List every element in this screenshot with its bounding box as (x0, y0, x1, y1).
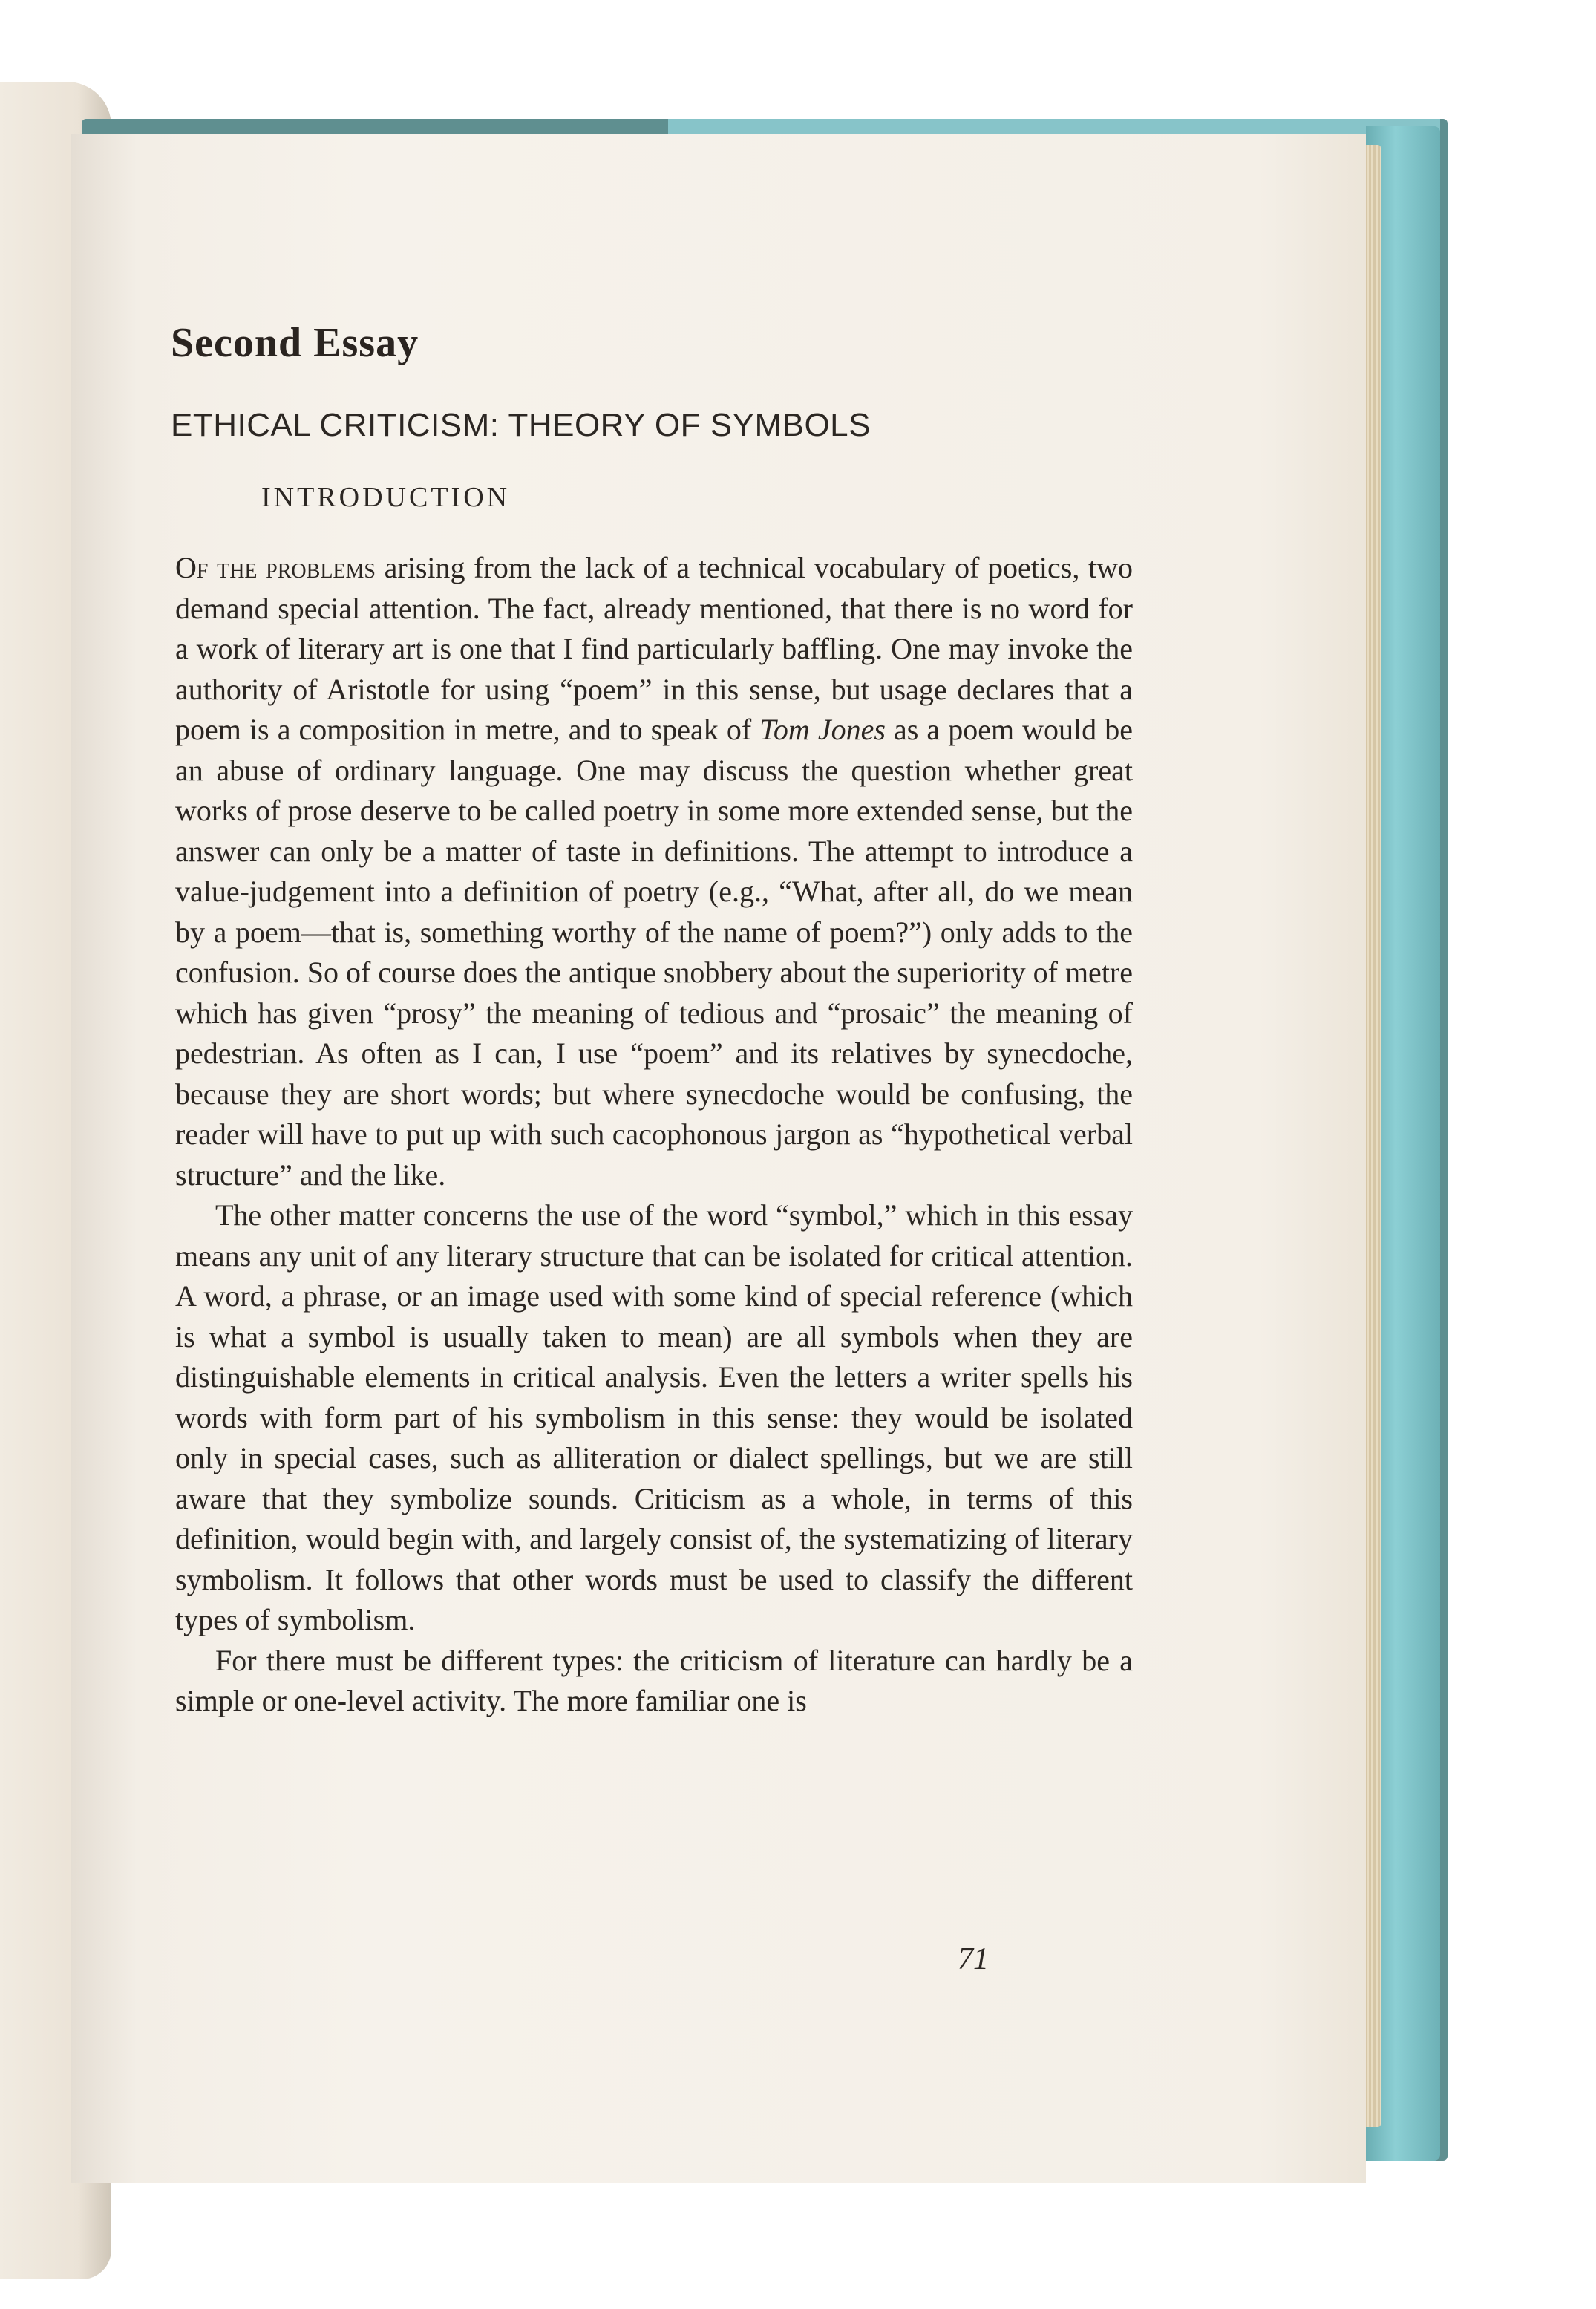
body-text (175, 548, 1133, 1722)
book-title-italic: Tom Jones (759, 713, 886, 746)
essay-title: ETHICAL CRITICISM: THEORY OF SYMBOLS (171, 407, 871, 443)
paragraph-text: arising from the lack of a technical vocabulary of poetics, two demand special attention. The fact, already mentioned, that there is no word for a work of literary art is one that I find particularly baffling. One may invoke the authority of Aristotle for using “poem” in this sense, but usage declares that a poem is a composition in metre, and to speak of (175, 551, 1133, 746)
essay-label: Second Essay (171, 320, 419, 366)
section-heading: INTRODUCTION (261, 482, 511, 513)
paragraph-3: For there must be different types: the criticism of literature can hardly be a simple or one-level activity. The more familiar one is (175, 1643, 1133, 1717)
page-number: 71 (958, 1942, 989, 1976)
paragraph-2: The other matter concerns the use of the word “symbol,” which in this essay means any unit of any literary structure that can be isolated for critical attention. A word, a phrase, or an image used with some kind of special reference (which is what a symbol is usually taken to mean) are all symbols when they are distinguishable elements in critical analysis. Even the letters a writer spells his words with form part of his symbolism in this sense: they would be isolated only in special cases, such as alliteration or dialect spellings, but we are still aware that they symbolize sounds. Criticism as a whole, in terms of this definition, would begin with, and largely consist of, the systematizing of literary symbolism. It follows that other words must be used to classify the different types of symbolism. (175, 1198, 1133, 1636)
paragraph-lead: Of the problems (175, 551, 376, 584)
paragraph-1 (175, 548, 1133, 1195)
paragraph-text: as a poem would be an abuse of ordinary language. One may discuss the question whether great works of prose deserve to be called poetry in some more extended sense, but the answer can only be a matter of taste in definitions. The attempt to introduce a value-judgement into a definition of poetry (e.g., “What, after all, do we mean by a poem—that is, something worthy of the name of poem?”) only adds to the confusion. So of course does the antique snobbery about the superiority of metre which has given “prosy” the meaning of tedious and “prosaic” the meaning of pedestrian. As often as I can, I use “poem” and its relatives by synecdoche, because they are short words; but where synecdoche would be confusing, the reader will have to put up with such cacophonous jargon as “hypothetical verbal structure” and the like. (175, 713, 1133, 1192)
